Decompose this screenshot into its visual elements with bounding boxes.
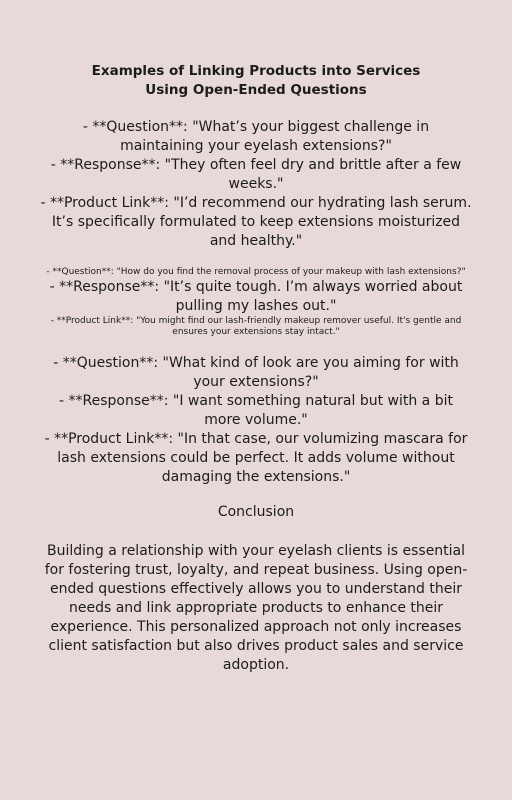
example-1-response: - **Response**: "They often feel dry and brittle after a few weeks." <box>50 157 462 192</box>
example-1 <box>40 118 472 251</box>
example-2 <box>40 267 472 338</box>
conclusion-heading: Conclusion <box>217 504 295 520</box>
example-2-response: - **Response**: "It’s quite tough. I’m always worried about pulling my lashes out." <box>49 279 463 314</box>
example-3-product-link: - **Product Link**: "In that case, our volumizing mascara for lash extensions could be perfect. It adds volume without damaging the extensions." <box>44 431 468 485</box>
conclusion-paragraph: Building a relationship with your eyelash clients is essential for fostering trust, loyalty, and repeat business. Using open-ended questions effectively allows you to understand their needs and link appropriate products to enhance their experience. This personalized approach not only increases client satisfaction but also drives product sales and service adoption. <box>44 543 468 673</box>
example-1-question: - **Question**: "What’s your biggest challenge in maintaining your eyelash extensions?" <box>82 119 430 154</box>
example-3-question: - **Question**: "What kind of look are you aiming for with your extensions?" <box>53 355 459 390</box>
example-3-response: - **Response**: "I want something natural but with a bit more volume." <box>59 393 453 428</box>
example-3 <box>40 354 472 487</box>
example-1-product-link: - **Product Link**: "I’d recommend our hydrating lash serum. It’s specifically formulated to keep extensions moisturized and healthy." <box>40 195 472 249</box>
example-2-product-link: - **Product Link**: "You might find our lash-friendly makeup remover useful. It's gentle and ensures your extensions stay intact." <box>50 316 462 337</box>
example-2-question: - **Question**: "How do you find the removal process of your makeup with lash extensions?" <box>46 267 466 277</box>
document-title: Examples of Linking Products into Services Using Open-Ended Questions <box>91 63 421 98</box>
